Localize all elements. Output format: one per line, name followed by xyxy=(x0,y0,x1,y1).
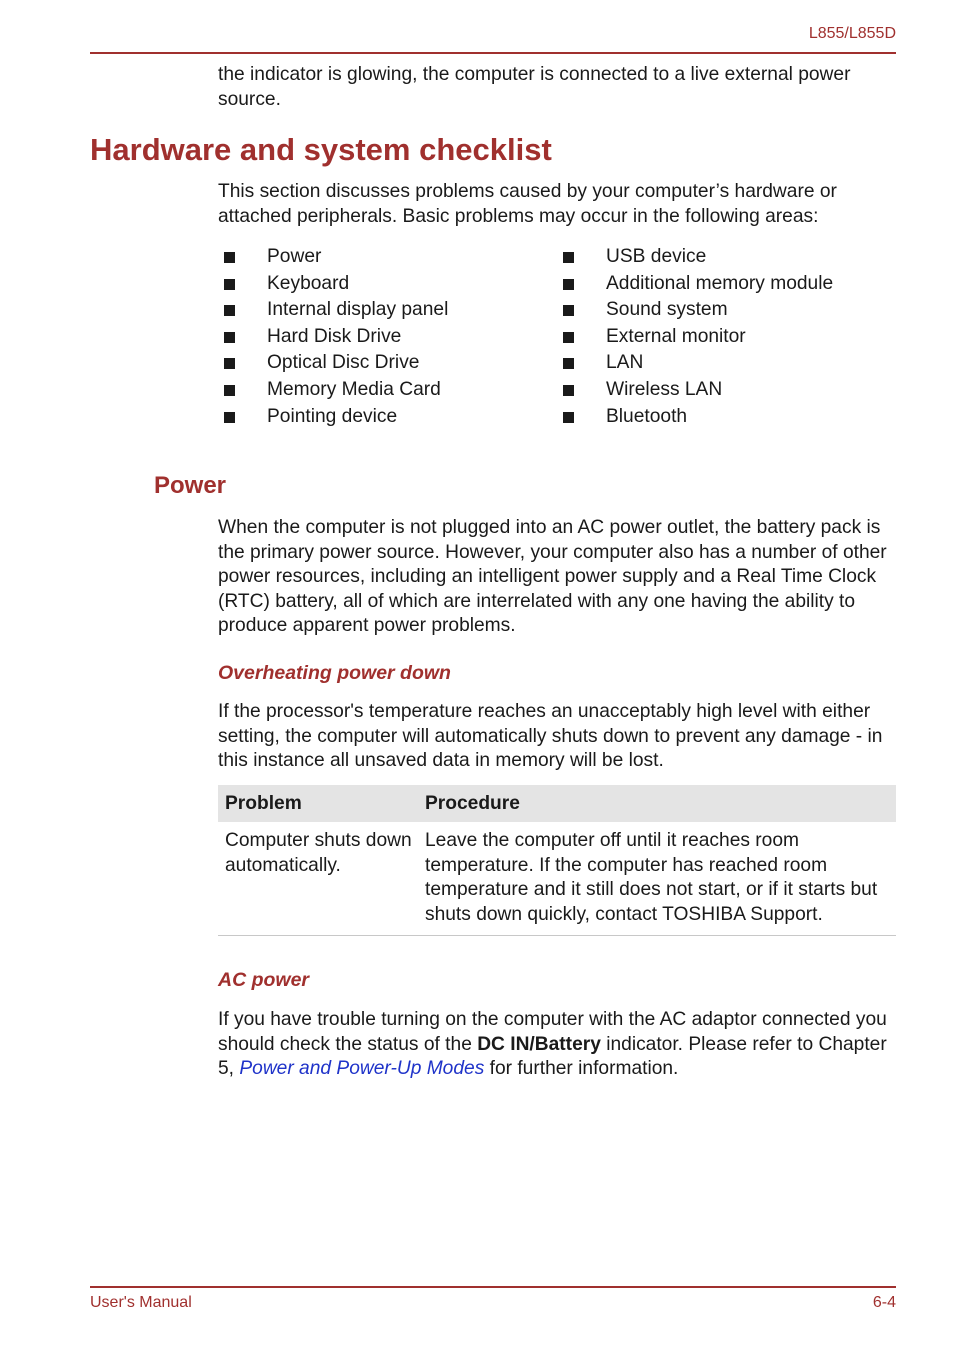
list-item: Hard Disk Drive xyxy=(218,324,448,351)
header-rule xyxy=(90,52,896,54)
table-row xyxy=(218,822,896,936)
bullet-icon xyxy=(563,305,574,316)
bullet-icon xyxy=(224,385,235,396)
power-heading: Power xyxy=(154,472,227,499)
ac-power-body: If you have trouble turning on the computer with the AC adaptor connected you should check the status of the DC IN/Battery indicator. Please refer to Chapter 5, Power and Power-Up Modes for further information. xyxy=(218,1009,887,1079)
list-item: Additional memory module xyxy=(557,271,833,298)
power-modes-link[interactable]: Power and Power-Up Modes xyxy=(239,1058,485,1079)
list-item: Sound system xyxy=(557,297,833,324)
list-item: LAN xyxy=(557,350,833,377)
footer-page-number: 6-4 xyxy=(872,1294,896,1311)
checklist-left xyxy=(218,244,448,430)
list-item: Power xyxy=(218,244,448,271)
section-title: Hardware and system checklist xyxy=(90,132,552,167)
bullet-icon xyxy=(563,412,574,423)
list-item: Keyboard xyxy=(218,271,448,298)
bullet-icon xyxy=(224,305,235,316)
list-item: Pointing device xyxy=(218,404,448,431)
list-item: USB device xyxy=(557,244,833,271)
bullet-icon xyxy=(563,252,574,263)
bullet-icon xyxy=(563,358,574,369)
procedure-cell: Leave the computer off until it reaches room temperature. If the computer has reached room temperature and it still does not start, or if it starts but shuts down quickly, contact TOSHIBA Support. xyxy=(425,830,878,925)
problem-cell: Computer shuts down automatically. xyxy=(225,830,412,876)
power-body: When the computer is not plugged into an AC power outlet, the battery pack is the primary power source. However, your computer also has a number of other power resources, including an intelligent power supply and a Real Time Clock (RTC) battery, all of which are interrelated with any one having the ability to produce apparent power problems. xyxy=(218,517,887,636)
bullet-icon xyxy=(224,279,235,290)
footer-manual-title: User's Manual xyxy=(90,1294,192,1311)
list-item: Bluetooth xyxy=(557,404,833,431)
list-item: Wireless LAN xyxy=(557,377,833,404)
bullet-icon xyxy=(224,332,235,343)
column-header-procedure: Procedure xyxy=(425,793,520,814)
list-item: Internal display panel xyxy=(218,297,448,324)
section-intro: This section discusses problems caused by your computer’s hardware or attached peripherals. Basic problems may occur in the following areas: xyxy=(218,181,837,227)
bullet-icon xyxy=(224,358,235,369)
overheating-body: If the processor's temperature reaches an unacceptably high level with either setting, the computer will automatically shuts down to prevent any damage - in this instance all unsaved data in memory will be lost. xyxy=(218,701,883,771)
problem-procedure-table xyxy=(218,785,896,936)
table-header xyxy=(218,785,896,822)
column-header-problem: Problem xyxy=(225,793,302,814)
overheating-heading: Overheating power down xyxy=(218,662,451,684)
header-model: L855/L855D xyxy=(808,25,896,42)
ac-power-heading: AC power xyxy=(218,969,310,991)
list-item: External monitor xyxy=(557,324,833,351)
footer-rule xyxy=(90,1286,896,1288)
bullet-icon xyxy=(224,412,235,423)
bullet-icon xyxy=(563,385,574,396)
list-item: Memory Media Card xyxy=(218,377,448,404)
bullet-icon xyxy=(563,279,574,290)
intro-continuation: the indicator is glowing, the computer is connected to a live external power source. xyxy=(218,64,851,110)
list-item: Optical Disc Drive xyxy=(218,350,448,377)
bullet-icon xyxy=(563,332,574,343)
dc-in-battery-label: DC IN/Battery xyxy=(477,1033,601,1055)
checklist-right xyxy=(557,244,833,430)
bullet-icon xyxy=(224,252,235,263)
